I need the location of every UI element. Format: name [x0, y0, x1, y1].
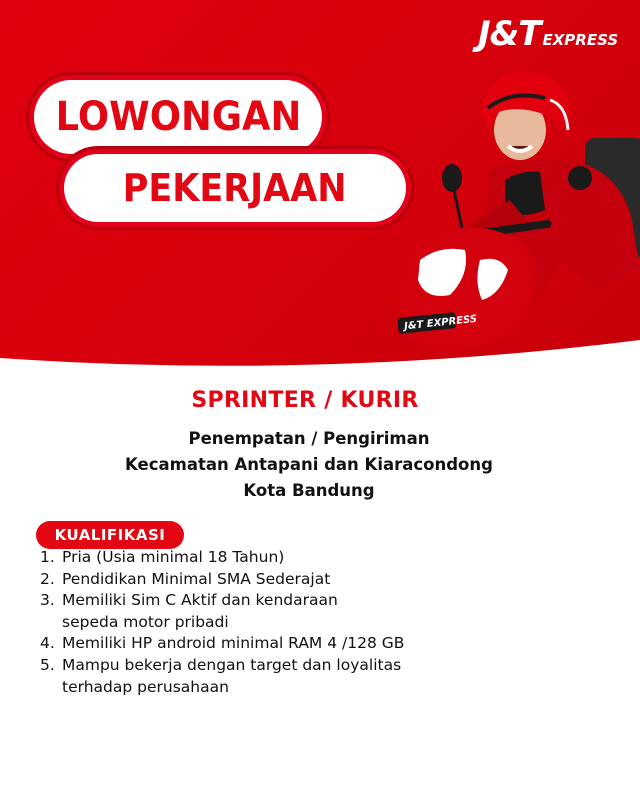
headline-pill-2: [64, 154, 406, 222]
logo-word: EXPRESS: [542, 31, 619, 49]
list-item: [40, 633, 620, 655]
list-item: [40, 590, 620, 633]
list-item-number: 4.: [40, 634, 55, 653]
list-item-text: Memiliki Sim C Aktif dan kendaraan sepeda motor pribadi: [62, 591, 338, 631]
scooter-label: J&T EXPRESS: [403, 313, 478, 333]
headline-line-2: PEKERJAAN: [123, 166, 347, 210]
list-item-number: 3.: [40, 591, 55, 610]
red-banner: [0, 0, 640, 372]
list-item-text: Mampu bekerja dengan target dan loyalitas terhadap perusahaan: [62, 655, 402, 696]
list-item: [40, 569, 620, 591]
placement-line-3: Kota Bandung: [243, 481, 375, 500]
list-item-text: Pendidikan Minimal SMA Sederajat: [62, 569, 331, 588]
jnt-logo: [478, 14, 619, 54]
headline-line-1: LOWONGAN: [55, 94, 301, 140]
placement-line-1: Penempatan / Pengiriman: [188, 429, 430, 448]
list-item-number: 1.: [40, 548, 55, 566]
list-item: [40, 655, 620, 698]
logo-mark: J&T: [478, 14, 541, 54]
headline-pill-1: [34, 80, 322, 154]
list-item: [40, 547, 620, 569]
list-item-number: 5.: [40, 655, 55, 674]
mirror-left-shape: [442, 164, 462, 192]
placement-line-2: Kecamatan Antapani dan Kiaracondong: [125, 455, 493, 474]
list-item-number: 2.: [40, 569, 55, 588]
list-item-text: Memiliki HP android minimal RAM 4 /128 GB: [62, 634, 405, 653]
qualification-list: [40, 547, 620, 698]
qualification-badge: KUALIFIKASI: [36, 521, 184, 549]
banner-curve: [0, 300, 640, 372]
job-title: SPRINTER / KURIR: [191, 388, 419, 413]
list-item-text: Pria (Usia minimal 18 Tahun): [62, 548, 285, 566]
mirror-right-shape: [568, 166, 592, 190]
placement-info: [0, 426, 618, 504]
